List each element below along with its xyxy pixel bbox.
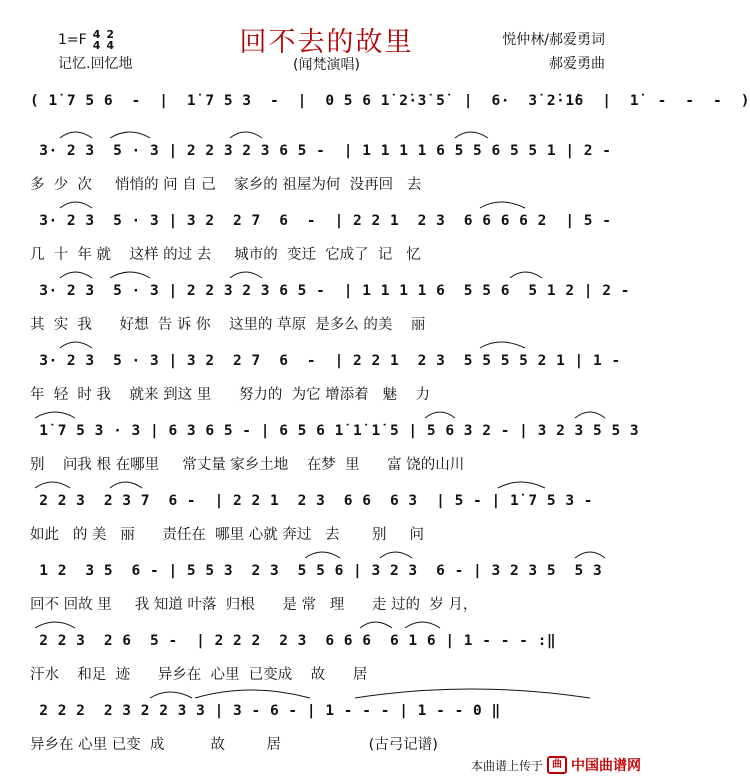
notes: 3· 2 3 5 · 3 | 2 2 3 2 3 6 5 - | 1 1 1 1 6 5 5 6 5 1 2 | 2 - xyxy=(30,283,630,299)
notes: 2 2 3 2 3 7 6 - | 2 2 1 2 3 6 6 6 3 | 5 - | 1̇ 7 5 3 - xyxy=(30,493,594,509)
lyrics: 其 实 我 好想 告 诉 你 这里的 草原 是多么 的美 丽 xyxy=(30,317,426,333)
time-signature-b: 2 4 xyxy=(106,28,115,52)
notes: 2 2 3 2 6 5 - | 2 2 2 2 3 6 6 6 6 1 6 | 1 - - - :‖ xyxy=(30,633,557,649)
notes: 3· 2 3 5 · 3 | 3 2 2 7 6 - | 2 2 1 2 3 5 5 5 5 2 1 | 1 - xyxy=(30,353,621,369)
notes: 1̇ 7 5 3 · 3 | 6 3 6 5 - | 6 5 6 1̇ 1̇ 1̇ 5 | 5 6 3 2 - | 3 2 3 5 5 3 xyxy=(30,423,640,439)
notes: ( 1̇ 7 5 6 - | 1̇ 7 5 3 - | 0 5 6 1̇ 2̇·3̇ 5̇ | 6· 3̇ 2̇·1̇6 | 1̇ - - - ) xyxy=(30,93,750,109)
notes: 3· 2 3 5 · 3 | 3 2 2 7 6 - | 2 2 1 2 3 6 6 6 6 2 | 5 - xyxy=(30,213,612,229)
tempo-marking: 记忆.回忆地 xyxy=(58,56,133,72)
upload-text: 本曲谱上传于 xyxy=(470,758,543,773)
notes: 2 2 2 2 3 2 2 3 3 | 3 - 6 - | 1 - - - | 1 - - 0 ‖ xyxy=(30,703,501,719)
footer xyxy=(471,755,641,775)
lyrics: 回不 回故 里 我 知道 叶落 归根 是 常 理 走 过的 岁 月， xyxy=(30,597,478,613)
logo-icon: 曲 xyxy=(547,756,567,774)
singer: (闻梵演唱) xyxy=(293,57,360,73)
credits xyxy=(502,28,605,76)
lyrics: 别 问我 根 在哪里 常丈量 家乡土地 在梦 里 富 饶的山川 xyxy=(30,457,465,473)
song-title: 回不去的故里 xyxy=(239,27,414,58)
lyrics: 多 少 次 悄悄的 问 自 己 家乡的 祖屋为何 没再回 去 xyxy=(30,177,422,193)
lyrics: 汗水 和足 迹 异乡在 心里 已变成 故 居 xyxy=(30,667,368,683)
lyrics: 几 十 年 就 这样 的过 去 城市的 变迁 它成了 记 忆 xyxy=(30,247,421,263)
lyrics: 如此 的 美 丽 责任在 哪里 心就 奔过 去 别 问 xyxy=(30,527,424,543)
lyrics: 年 轻 时 我 就来 到这 里 努力的 为它 增添着 魅 力 xyxy=(30,387,430,403)
composer: 郝爱勇曲 xyxy=(549,56,605,72)
notes: 3· 2 3 5 · 3 | 2 2 3 2 3 6 5 - | 1 1 1 1 6 5 5 6 5 5 1 | 2 - xyxy=(30,143,612,159)
site-logo-text[interactable]: 中国曲谱网 xyxy=(571,758,641,774)
lyricist: 悦仲林/郝爱勇词 xyxy=(502,32,605,48)
lyrics: 异乡在 心里 已变 成 故 居 (古弓记谱) xyxy=(30,737,438,753)
notes: 1 2 3 5 6 - | 5 5 3 2 3 5 5 6 | 3 2 3 6 - | 3 2 3 5 5 3 xyxy=(30,563,603,579)
time-signature-a: 4 4 xyxy=(92,28,101,52)
key-signature: 1=F xyxy=(58,32,87,48)
